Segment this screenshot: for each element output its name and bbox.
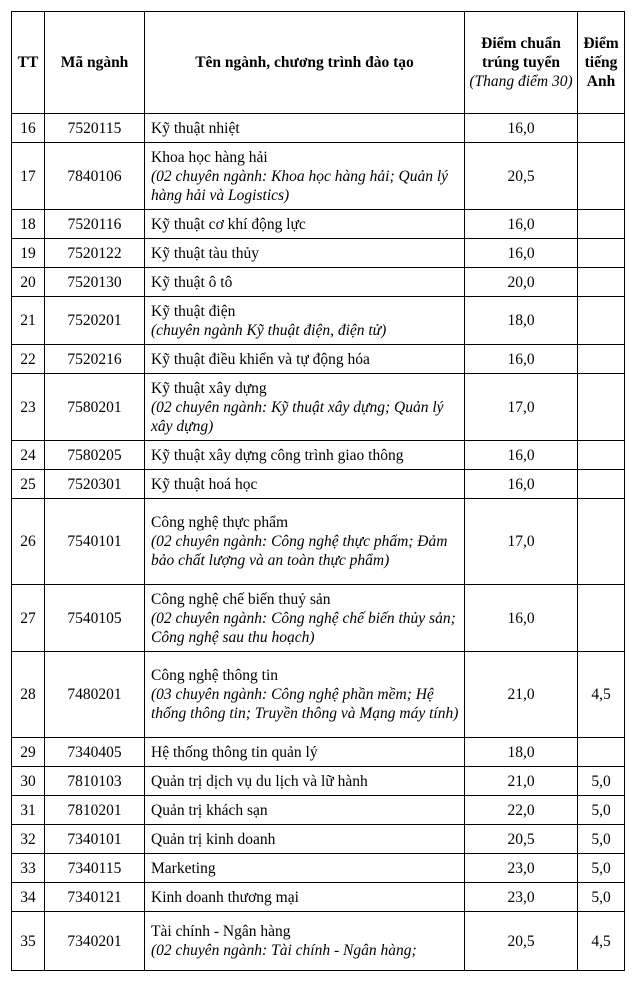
header-english xyxy=(578,12,625,114)
row-tt: 30 xyxy=(12,767,45,796)
table-row xyxy=(12,268,625,297)
row-tt: 27 xyxy=(12,585,45,652)
row-english-score xyxy=(578,297,625,345)
header-score-line1: Điểm chuẩn xyxy=(481,35,561,52)
program-title: Quản trị dịch vụ du lịch và lữ hành xyxy=(151,772,368,790)
row-program-name xyxy=(145,912,465,971)
table-row xyxy=(12,585,625,652)
program-title: Kỹ thuật ô tô xyxy=(151,273,233,291)
row-english-score xyxy=(578,738,625,767)
row-score: 18,0 xyxy=(465,738,578,767)
header-english-line2: tiếng xyxy=(584,54,618,71)
program-title: Quản trị kinh doanh xyxy=(151,830,276,848)
row-program-name xyxy=(145,114,465,143)
row-program-name xyxy=(145,239,465,268)
row-program-name xyxy=(145,143,465,210)
row-tt: 19 xyxy=(12,239,45,268)
program-note: (02 chuyên ngành: Tài chính - Ngân hàng; xyxy=(151,942,417,959)
row-score: 20,5 xyxy=(465,912,578,971)
header-tt: TT xyxy=(12,12,45,114)
row-score: 20,5 xyxy=(465,143,578,210)
row-english-score xyxy=(578,585,625,652)
row-english-score xyxy=(578,441,625,470)
table-row xyxy=(12,825,625,854)
row-score: 20,0 xyxy=(465,268,578,297)
table-row xyxy=(12,297,625,345)
program-note: (02 chuyên ngành: Công nghệ thực phẩm; Đảm bảo chất lượng và an toàn thực phẩm) xyxy=(151,533,448,569)
table-row xyxy=(12,912,625,971)
row-code: 7840106 xyxy=(45,143,145,210)
row-score: 17,0 xyxy=(465,374,578,441)
row-score: 23,0 xyxy=(465,854,578,883)
program-title: Kỹ thuật xây dựng công trình giao thông xyxy=(151,446,404,464)
table-row xyxy=(12,239,625,268)
program-note: (02 chuyên ngành: Kỹ thuật xây dựng; Quản lý xây dựng) xyxy=(151,398,444,435)
row-program-name xyxy=(145,652,465,738)
row-code: 7480201 xyxy=(45,652,145,738)
row-tt: 23 xyxy=(12,374,45,441)
row-code: 7580201 xyxy=(45,374,145,441)
row-tt: 35 xyxy=(12,912,45,971)
row-program-name xyxy=(145,767,465,796)
program-title: Kỹ thuật xây dựng xyxy=(151,379,267,397)
row-program-name xyxy=(145,738,465,767)
row-score: 16,0 xyxy=(465,210,578,239)
program-title: Kỹ thuật nhiệt xyxy=(151,119,240,137)
row-score: 23,0 xyxy=(465,883,578,912)
row-tt: 28 xyxy=(12,652,45,738)
row-tt: 25 xyxy=(12,470,45,499)
admission-score-table xyxy=(11,11,625,971)
row-code: 7340115 xyxy=(45,854,145,883)
program-title: Kỹ thuật hoá học xyxy=(151,475,258,493)
admission-score-document xyxy=(11,11,625,971)
program-title: Công nghệ thực phẩm xyxy=(151,514,289,531)
row-english-score xyxy=(578,374,625,441)
program-note: (02 chuyên ngành: Công nghệ chế biến thủy sản; Công nghệ sau thu hoạch) xyxy=(151,609,456,646)
row-code: 7540101 xyxy=(45,499,145,585)
row-program-name xyxy=(145,345,465,374)
row-program-name xyxy=(145,825,465,854)
row-english-score xyxy=(578,345,625,374)
row-tt: 26 xyxy=(12,499,45,585)
program-title: Công nghệ thông tin xyxy=(151,667,279,684)
row-score: 16,0 xyxy=(465,345,578,374)
table-row xyxy=(12,441,625,470)
row-score: 16,0 xyxy=(465,114,578,143)
row-tt: 20 xyxy=(12,268,45,297)
header-code: Mã ngành xyxy=(45,12,145,114)
row-code: 7340121 xyxy=(45,883,145,912)
program-title: Khoa học hàng hải xyxy=(151,148,268,166)
program-note: (03 chuyên ngành: Công nghệ phần mềm; Hệ thống thông tin; Truyền thông và Mạng máy tính) xyxy=(151,686,459,722)
row-program-name xyxy=(145,470,465,499)
row-english-score xyxy=(578,268,625,297)
program-title: Kỹ thuật điện xyxy=(151,302,236,320)
row-program-name xyxy=(145,585,465,652)
header-english-line1: Điểm xyxy=(583,35,619,52)
row-tt: 34 xyxy=(12,883,45,912)
row-tt: 17 xyxy=(12,143,45,210)
row-code: 7520201 xyxy=(45,297,145,345)
program-title: Kỹ thuật điều khiển và tự động hóa xyxy=(151,350,370,368)
row-tt: 33 xyxy=(12,854,45,883)
row-score: 18,0 xyxy=(465,297,578,345)
program-title: Marketing xyxy=(151,859,216,877)
table-row xyxy=(12,738,625,767)
table-row xyxy=(12,499,625,585)
row-program-name xyxy=(145,883,465,912)
row-code: 7340101 xyxy=(45,825,145,854)
header-english-line3: Anh xyxy=(586,73,616,90)
row-english-score: 5,0 xyxy=(578,883,625,912)
table-row xyxy=(12,114,625,143)
row-tt: 29 xyxy=(12,738,45,767)
row-score: 21,0 xyxy=(465,767,578,796)
row-code: 7580205 xyxy=(45,441,145,470)
row-program-name xyxy=(145,854,465,883)
table-row xyxy=(12,210,625,239)
row-program-name xyxy=(145,297,465,345)
row-code: 7810103 xyxy=(45,767,145,796)
row-tt: 21 xyxy=(12,297,45,345)
row-code: 7520301 xyxy=(45,470,145,499)
row-code: 7520130 xyxy=(45,268,145,297)
row-program-name xyxy=(145,268,465,297)
row-program-name xyxy=(145,499,465,585)
header-score-scale: (Thang điểm 30) xyxy=(469,73,573,90)
table-row xyxy=(12,796,625,825)
row-english-score: 5,0 xyxy=(578,854,625,883)
header-score-line2: trúng tuyển xyxy=(482,54,560,71)
row-score: 16,0 xyxy=(465,239,578,268)
row-english-score xyxy=(578,239,625,268)
row-score: 16,0 xyxy=(465,585,578,652)
row-code: 7340405 xyxy=(45,738,145,767)
row-code: 7520122 xyxy=(45,239,145,268)
table-row xyxy=(12,374,625,441)
row-code: 7520216 xyxy=(45,345,145,374)
row-score: 16,0 xyxy=(465,441,578,470)
table-row xyxy=(12,143,625,210)
row-tt: 22 xyxy=(12,345,45,374)
row-program-name xyxy=(145,374,465,441)
row-score: 16,0 xyxy=(465,470,578,499)
row-tt: 16 xyxy=(12,114,45,143)
row-program-name xyxy=(145,441,465,470)
program-title: Tài chính - Ngân hàng xyxy=(151,923,291,940)
row-english-score: 4,5 xyxy=(578,652,625,738)
row-english-score xyxy=(578,210,625,239)
program-title: Quản trị khách sạn xyxy=(151,801,268,819)
row-code: 7540105 xyxy=(45,585,145,652)
row-score: 22,0 xyxy=(465,796,578,825)
row-english-score: 5,0 xyxy=(578,767,625,796)
table-row xyxy=(12,652,625,738)
table-row xyxy=(12,854,625,883)
table-header-row xyxy=(12,12,625,114)
row-english-score xyxy=(578,143,625,210)
row-code: 7520116 xyxy=(45,210,145,239)
header-score xyxy=(465,12,578,114)
row-tt: 31 xyxy=(12,796,45,825)
program-note: (02 chuyên ngành: Khoa học hàng hải; Quản lý hàng hải và Logistics) xyxy=(151,167,449,204)
table-row xyxy=(12,470,625,499)
table-row xyxy=(12,883,625,912)
row-english-score xyxy=(578,114,625,143)
header-name: Tên ngành, chương trình đào tạo xyxy=(145,12,465,114)
row-tt: 18 xyxy=(12,210,45,239)
row-program-name xyxy=(145,796,465,825)
row-english-score xyxy=(578,499,625,585)
row-score: 20,5 xyxy=(465,825,578,854)
program-title: Kỹ thuật cơ khí động lực xyxy=(151,215,306,233)
program-title: Hệ thống thông tin quản lý xyxy=(151,743,318,761)
row-english-score xyxy=(578,470,625,499)
row-tt: 32 xyxy=(12,825,45,854)
row-program-name xyxy=(145,210,465,239)
program-title: Kỹ thuật tàu thủy xyxy=(151,244,260,262)
row-code: 7810201 xyxy=(45,796,145,825)
row-english-score: 5,0 xyxy=(578,796,625,825)
program-title: Kinh doanh thương mại xyxy=(151,888,299,906)
row-code: 7340201 xyxy=(45,912,145,971)
row-score: 21,0 xyxy=(465,652,578,738)
table-row xyxy=(12,345,625,374)
row-english-score: 5,0 xyxy=(578,825,625,854)
row-english-score: 4,5 xyxy=(578,912,625,971)
row-code: 7520115 xyxy=(45,114,145,143)
program-title: Công nghệ chế biến thuỷ sản xyxy=(151,590,331,608)
program-note: (chuyên ngành Kỹ thuật điện, điện tử) xyxy=(151,321,387,339)
row-score: 17,0 xyxy=(465,499,578,585)
row-tt: 24 xyxy=(12,441,45,470)
table-row xyxy=(12,767,625,796)
